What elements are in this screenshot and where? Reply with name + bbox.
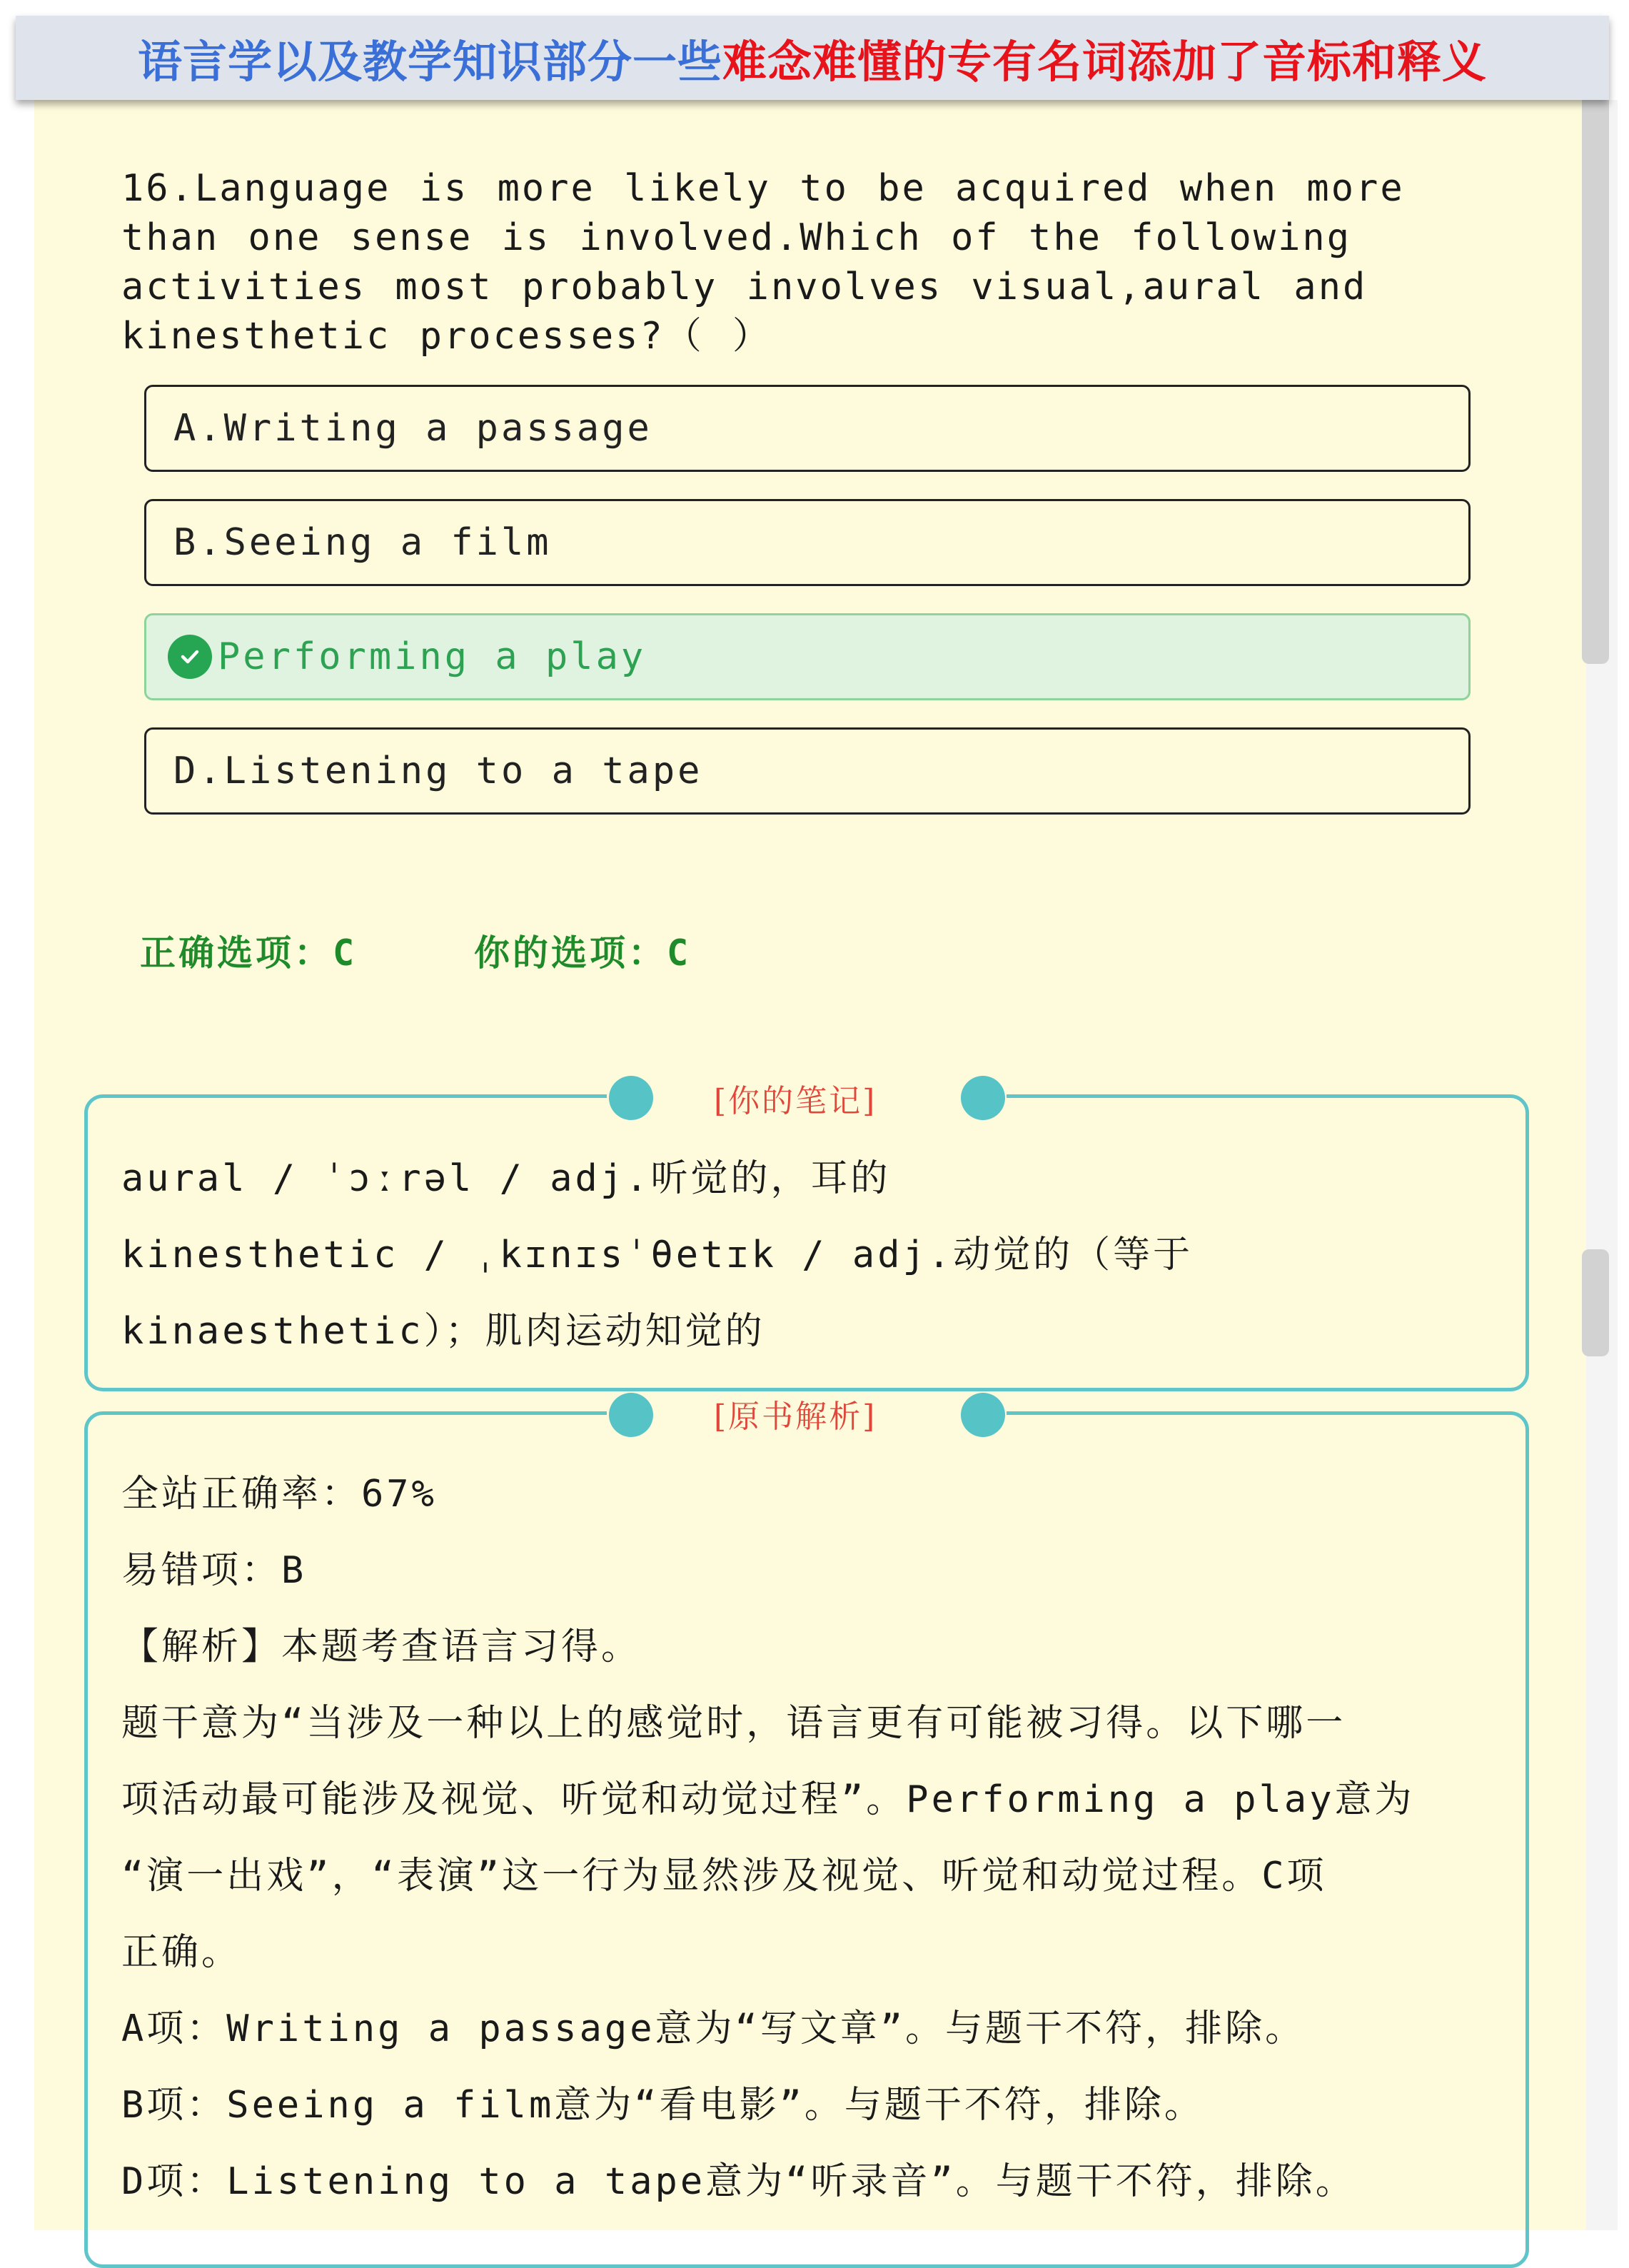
note-line-3: kinaesthetic）；肌肉运动知觉的 xyxy=(121,1310,765,1353)
analysis-line-4: 题干意为“当涉及一种以上的感觉时，语言更有可能被习得。以下哪一 xyxy=(121,1702,1346,1745)
accuracy-rate: 全站正确率：67% xyxy=(121,1473,437,1516)
notes-dot-left xyxy=(609,1076,653,1120)
note-line-2: kinesthetic / ˌkɪnɪsˈθetɪk / adj.动觉的（等于 xyxy=(121,1234,1194,1276)
analysis-line-10: D项：Listening to a tape意为“听录音”。与题干不符，排除。 xyxy=(121,2160,1356,2203)
analysis-title: [原书解析] xyxy=(714,1398,877,1435)
analysis-line-5: 项活动最可能涉及视觉、听觉和动觉过程”。Performing a play意为 xyxy=(121,1778,1415,1821)
header-banner xyxy=(16,16,1609,100)
banner-text-blue: 语言学以及教学知识部分一些 xyxy=(137,35,722,88)
scrollbar-thumb-secondary[interactable] xyxy=(1582,1249,1609,1356)
option-b[interactable] xyxy=(144,499,1471,586)
option-d-label: D.Listening to a tape xyxy=(173,750,703,792)
correct-answer: 正确选项：C xyxy=(140,932,358,974)
analysis-dot-left xyxy=(609,1393,653,1437)
option-c-correct[interactable] xyxy=(144,613,1471,700)
option-a[interactable] xyxy=(144,385,1471,472)
analysis-line-3: 【解析】本题考查语言习得。 xyxy=(121,1626,642,1668)
question-text: 16.Language is more likely to be acquired when more than one sense is involved.Which of the following activities most probably involves visual,aural and kinesthetic processes?（ ） xyxy=(121,167,1405,358)
check-icon xyxy=(168,635,212,679)
option-d[interactable] xyxy=(144,727,1471,815)
analysis-dot-right xyxy=(961,1393,1005,1437)
analysis-line-9: B项：Seeing a film意为“看电影”。与题干不符，排除。 xyxy=(121,2084,1204,2127)
notes-dot-right xyxy=(961,1076,1005,1120)
option-b-label: B.Seeing a film xyxy=(173,521,552,564)
analysis-line-8: A项：Writing a passage意为“写文章”。与题干不符，排除。 xyxy=(121,2007,1306,2050)
analysis-line-7: 正确。 xyxy=(121,1931,242,1974)
analysis-line-6: “演一出戏”，“表演”这一行为显然涉及视觉、听觉和动觉过程。C项 xyxy=(121,1855,1327,1897)
common-wrong-option: 易错项：B xyxy=(121,1549,307,1592)
option-a-label: A.Writing a passage xyxy=(173,407,652,450)
note-line-1: aural / ˈɔːrəl / adj.听觉的，耳的 xyxy=(121,1157,891,1200)
notes-title: [你的笔记] xyxy=(714,1083,877,1119)
scrollbar-thumb[interactable] xyxy=(1582,100,1609,664)
your-answer: 你的选项：C xyxy=(474,932,692,974)
option-c-label: Performing a play xyxy=(218,635,647,678)
banner-text-red: 难念难懂的专有名词添加了音标和释义 xyxy=(722,35,1488,88)
